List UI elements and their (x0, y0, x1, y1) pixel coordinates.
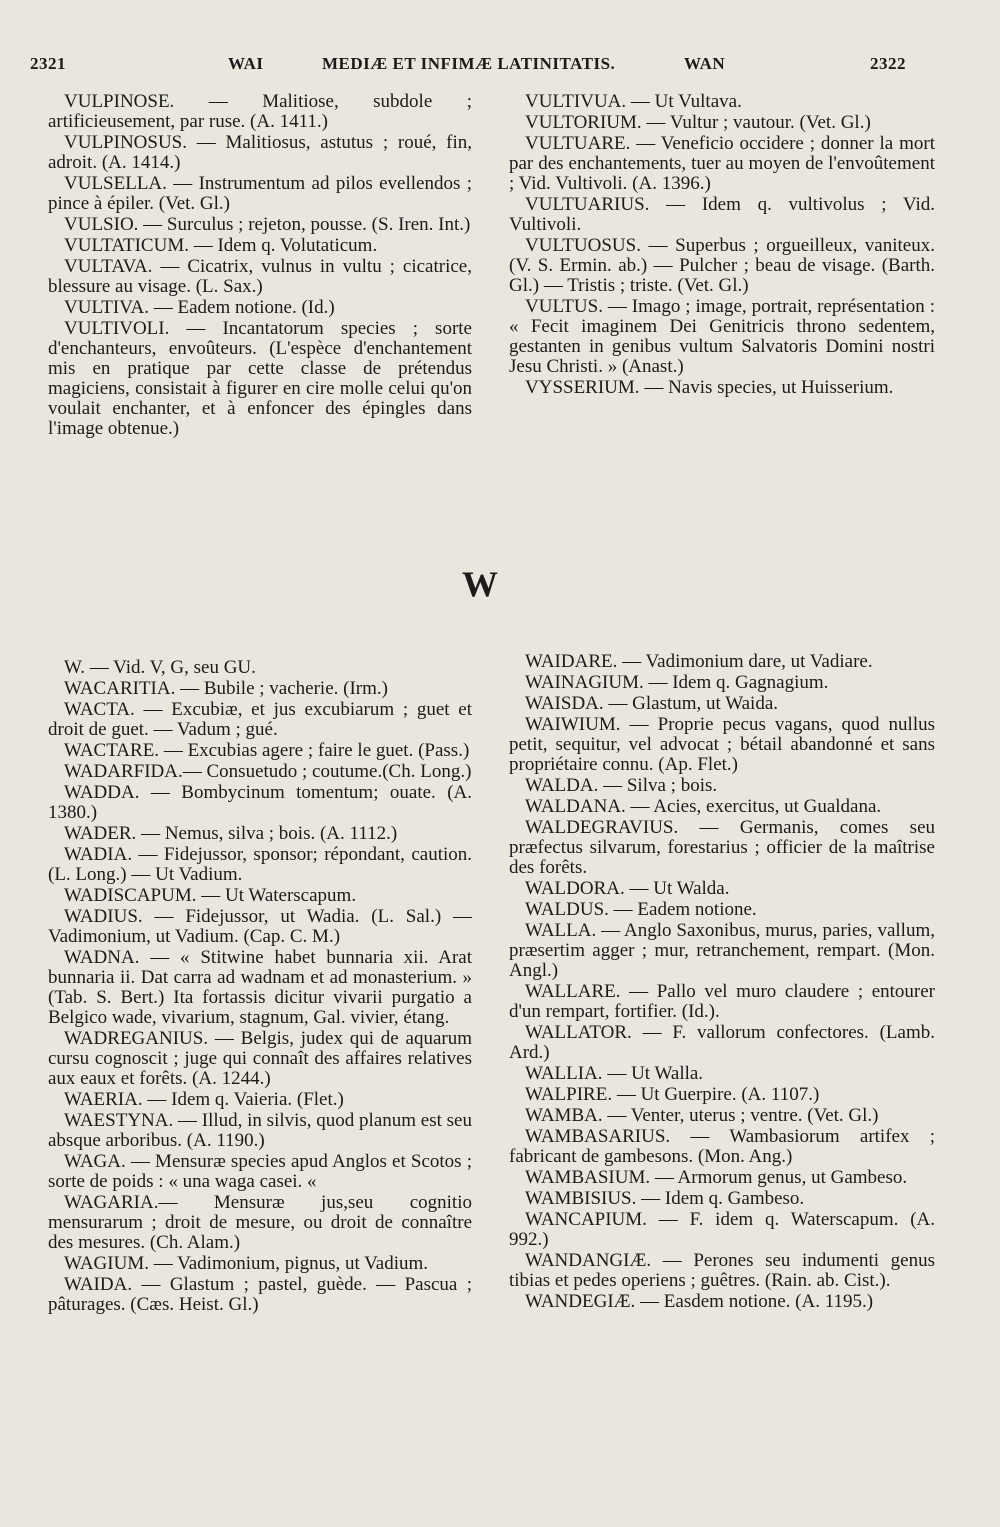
entry-definition: — Pallo vel muro claudere ; entourer d'un rempart, fortifier. (Id.). (509, 981, 935, 1022)
entry-definition: — Idem q. Vaieria. (Flet.) (142, 1089, 344, 1110)
dictionary-entry (48, 236, 472, 256)
dictionary-entry (509, 776, 935, 796)
entry-headword: WADISCAPUM. (64, 885, 197, 906)
entry-definition: — Vadimonium, pignus, ut Vadium. (148, 1253, 429, 1274)
dictionary-entry (509, 1292, 935, 1312)
dictionary-entry (48, 1111, 472, 1151)
dictionary-entry (48, 741, 472, 761)
entry-definition: — Incantatorum species ; sorte d'enchanteurs, envoûteurs. (L'espèce d'enchantement mis en pratique par cette classe de prétendus magiciens, consistait à figurer en cire molle celui qu'on voulait enchanter, et à enfoncer des épingles dans l'image obtenue.) (48, 318, 472, 439)
entry-definition: — Nemus, silva ; bois. (A. 1112.) (136, 823, 398, 844)
entry-headword: WADER. (64, 823, 137, 844)
entry-definition: — Veneficio occidere ; donner la mort par des enchantements, tuer au moyen de l'envoûtement ; Vid. Vultivoli. (A. 1396.) (509, 133, 935, 194)
entry-headword: WAMBA. (525, 1105, 603, 1126)
entry-headword: WAESTYNA. (64, 1110, 174, 1131)
entry-definition: — Vid. V, G, seu GU. (84, 657, 256, 678)
dictionary-entry (509, 900, 935, 920)
entry-headword: WACTA. (64, 699, 135, 720)
entry-headword: WADIUS. (64, 906, 143, 927)
dictionary-entry (48, 215, 472, 235)
entry-headword: VULTUARIUS. (525, 194, 650, 215)
dictionary-entry (48, 762, 472, 782)
entry-definition: — Consuetudo ; coutume.(Ch. Long.) (182, 761, 472, 782)
entry-definition: — Cicatrix, vulnus in vultu ; cicatrice, blessure au visage. (L. Sax.) (48, 256, 472, 297)
column-bottom-right (509, 652, 935, 1313)
entry-definition: — Belgis, judex qui de aquarum cursu cognoscit ; juge qui connaît des affaires relatives aux eaux et forêts. (A. 1244.) (48, 1028, 472, 1089)
entry-definition: — Mensuræ species apud Anglos et Scotos ; sorte de poids : « una waga casei. « (48, 1151, 472, 1192)
dictionary-entry (509, 1251, 935, 1291)
entry-headword: WAISDA. (525, 693, 604, 714)
entry-definition: — Surculus ; rejeton, pousse. (S. Iren. Int.) (138, 214, 471, 235)
dictionary-entry (48, 783, 472, 823)
dictionary-entry (509, 921, 935, 981)
entry-definition: — Perones seu indumenti genus tibias et pedes operiens ; guêtres. (Rain. ab. Cist.). (509, 1250, 935, 1291)
entry-definition: — Armorum genus, ut Gambeso. (650, 1167, 908, 1188)
entry-headword: WANCAPIUM. (525, 1209, 647, 1230)
entry-definition: — Glastum ; pastel, guède. — Pascua ; pâturages. (Cæs. Heist. Gl.) (48, 1274, 472, 1315)
entry-definition: — Bubile ; vacherie. (Irm.) (175, 678, 388, 699)
entry-definition: — Ut Walla. (602, 1063, 704, 1084)
dictionary-entry (509, 195, 935, 235)
entry-headword: VULPINOSUS. (64, 132, 187, 153)
entry-definition: — Idem q. Volutaticum. (188, 235, 378, 256)
entry-headword: WALDANA. (525, 796, 626, 817)
dictionary-entry (48, 948, 472, 1028)
entry-definition: — F. vallorum confectores. (Lamb. Ard.) (509, 1022, 935, 1063)
dictionary-entry (48, 319, 472, 439)
dictionary-entry (509, 715, 935, 775)
dictionary-entry (48, 679, 472, 699)
entry-headword: W. (64, 657, 85, 678)
entry-headword: VULTIVA. (64, 297, 149, 318)
entry-definition: — Silva ; bois. (598, 775, 718, 796)
entry-headword: WALDEGRAVIUS. (525, 817, 679, 838)
entry-definition: — Ut Vultava. (626, 91, 742, 112)
dictionary-entry (509, 113, 935, 133)
entry-headword: WAERIA. (64, 1089, 143, 1110)
entry-headword: WALLARE. (525, 981, 621, 1002)
entry-headword: VULSIO. (64, 214, 139, 235)
entry-headword: WADIA. (64, 844, 133, 865)
header-letters-left: WAI (228, 54, 264, 73)
entry-headword: VULTORIUM. (525, 112, 642, 133)
dictionary-entry (509, 1085, 935, 1105)
entry-headword: WAGIUM. (64, 1253, 149, 1274)
entry-headword: WAMBASIUM. (525, 1167, 651, 1188)
dictionary-entry (48, 174, 472, 214)
entry-headword: WAMBASARIUS. (525, 1126, 671, 1147)
entry-definition: — Vultur ; vautour. (Vet. Gl.) (641, 112, 871, 133)
dictionary-entry (48, 1029, 472, 1089)
header-letters-right: WAN (684, 54, 726, 73)
dictionary-entry (48, 298, 472, 318)
running-title: MEDIÆ ET INFIMÆ LATINITATIS. (322, 54, 616, 73)
page-number-right: 2322 (870, 54, 906, 73)
column-top-left (48, 92, 472, 440)
dictionary-entry (48, 257, 472, 297)
entry-definition: — Proprie pecus vagans, quod nullus petit, sequitur, vel advocat ; bétail abandonné et sans propriétaire connu. (Ap. Flet.) (509, 714, 935, 775)
entry-definition: — Bombycinum tomentum; ouate. (A. 1380.) (48, 782, 472, 823)
entry-headword: WAGARIA. (64, 1192, 159, 1213)
entry-headword: VULTUS. (525, 296, 603, 317)
entry-headword: VYSSERIUM. (525, 377, 640, 398)
entry-definition: — Anglo Saxonibus, murus, paries, vallum, præsertim agger ; mur, retranchement, rempart. (Mon. Angl.) (509, 920, 935, 981)
entry-headword: WAIDA. (64, 1274, 133, 1295)
entry-headword: WALLA. (525, 920, 597, 941)
entry-headword: WADDA. (64, 782, 140, 803)
dictionary-entry (509, 378, 935, 398)
entry-headword: VULTIVUA. (525, 91, 627, 112)
dictionary-entry (509, 297, 935, 377)
entry-definition: — Idem q. vultivolus ; Vid. Vultivoli. (509, 194, 935, 235)
entry-definition: — Germanis, comes seu præfectus silvarum, forestarius ; officier de la maîtrise des forêts. (509, 817, 935, 878)
entry-definition: — Navis species, ut Huisserium. (639, 377, 894, 398)
entry-headword: WAIWIUM. (525, 714, 621, 735)
entry-headword: WALPIRE. (525, 1084, 613, 1105)
entry-definition: — Illud, in silvis, quod planum est seu absque arboribus. (A. 1190.) (48, 1110, 472, 1151)
entry-definition: — Superbus ; orgueilleux, vaniteux. (V. S. Ermin. ab.) — Pulcher ; beau de visage. (Barth. Gl.) — Tristis ; triste. (Vet. Gl.) (509, 235, 935, 296)
entry-headword: VULSELLA. (64, 173, 167, 194)
dictionary-entry (509, 1210, 935, 1250)
column-bottom-left (48, 658, 472, 1316)
dictionary-entry (48, 1193, 472, 1253)
entry-definition: — Glastum, ut Waida. (603, 693, 779, 714)
entry-definition: — Ut Waterscapum. (196, 885, 357, 906)
entry-definition: — Ut Guerpire. (A. 1107.) (612, 1084, 820, 1105)
entry-headword: VULTATICUM. (64, 235, 189, 256)
dictionary-entry (509, 818, 935, 878)
dictionary-entry (48, 700, 472, 740)
dictionary-entry (48, 1152, 472, 1192)
entry-headword: WADARFIDA. (64, 761, 183, 782)
entry-headword: WADREGANIUS. (64, 1028, 209, 1049)
dictionary-entry (509, 134, 935, 194)
dictionary-entry (509, 92, 935, 112)
dictionary-entry (509, 673, 935, 693)
entry-headword: WALDA. (525, 775, 599, 796)
dictionary-entry (509, 236, 935, 296)
entry-definition: — Acies, exercitus, ut Gualdana. (625, 796, 882, 817)
entry-headword: VULTAVA. (64, 256, 153, 277)
entry-definition: — Venter, uterus ; ventre. (Vet. Gl.) (602, 1105, 879, 1126)
entry-definition: — Fidejussor, sponsor; répondant, caution. (L. Long.) — Ut Vadium. (48, 844, 472, 885)
dictionary-entry (509, 879, 935, 899)
dictionary-entry (48, 1254, 472, 1274)
dictionary-entry (509, 1106, 935, 1126)
entry-definition: — Eadem notione. (Id.) (148, 297, 335, 318)
entry-definition: — Easdem notione. (A. 1195.) (635, 1291, 874, 1312)
entry-headword: WAINAGIUM. (525, 672, 644, 693)
entry-headword: WACARITIA. (64, 678, 176, 699)
dictionary-entry (48, 133, 472, 173)
entry-definition: — Malitiose, subdole ; artificieusement, par ruse. (A. 1411.) (48, 91, 472, 132)
entry-headword: VULTUOSUS. (525, 235, 641, 256)
dictionary-entry (48, 1275, 472, 1315)
entry-definition: — Vadimonium dare, ut Vadiare. (617, 651, 873, 672)
entry-headword: WAIDARE. (525, 651, 618, 672)
dictionary-entry (509, 982, 935, 1022)
entry-definition: — Excubiæ, et jus excubiarum ; guet et droit de guet. — Vadum ; gué. (48, 699, 472, 740)
dictionary-entry (48, 92, 472, 132)
dictionary-entry (509, 1189, 935, 1209)
entry-headword: WANDEGIÆ. (525, 1291, 636, 1312)
entry-headword: WAMBISIUS. (525, 1188, 637, 1209)
page-number-left: 2321 (30, 54, 66, 73)
entry-headword: WALDUS. (525, 899, 609, 920)
column-top-right (509, 92, 935, 399)
entry-headword: WAGA. (64, 1151, 126, 1172)
entry-definition: — Imago ; image, portrait, représentation : « Fecit imaginem Dei Genitricis throno sedentem, gestanten in genibus vultum Salvatoris Domini nostri Jesu Christi. » (Anast.) (509, 296, 935, 377)
dictionary-entry (48, 658, 472, 678)
entry-headword: WACTARE. (64, 740, 160, 761)
entry-headword: VULTUARE. (525, 133, 631, 154)
dictionary-entry (48, 907, 472, 947)
section-letter-heading: W (462, 564, 498, 604)
entry-definition: — Malitiosus, astutus ; roué, fin, adroit. (A. 1414.) (48, 132, 472, 173)
entry-headword: VULTIVOLI. (64, 318, 170, 339)
entry-definition: — Idem q. Gambeso. (636, 1188, 805, 1209)
entry-definition: — F. idem q. Waterscapum. (A. 992.) (509, 1209, 935, 1250)
entry-headword: WADNA. (64, 947, 140, 968)
dictionary-entry (48, 845, 472, 885)
entry-definition: — « Stitwine habet bunnaria xii. Arat bunnaria ii. Dat carra ad wadnam et ad monasterium. » (Tab. S. Bert.) Ita fortassis dicitur vivarii purgatio a Belgico wade, vivarium, stagnum, Gal. vivier, étang. (48, 947, 472, 1028)
entry-headword: WANDANGIÆ. (525, 1250, 652, 1271)
entry-headword: WALLATOR. (525, 1022, 632, 1043)
dictionary-entry (48, 886, 472, 906)
dictionary-entry (509, 797, 935, 817)
entry-definition: — Mensuræ jus,seu cognitio mensurarum ; droit de mesure, ou droit de connaître des mesures. (Ch. Alam.) (48, 1192, 472, 1253)
dictionary-entry (509, 1064, 935, 1084)
dictionary-entry (509, 1023, 935, 1063)
dictionary-entry (48, 1090, 472, 1110)
entry-definition: — Excubias agere ; faire le guet. (Pass.) (159, 740, 470, 761)
entry-definition: — Ut Walda. (624, 878, 730, 899)
entry-definition: — Instrumentum ad pilos evellendos ; pince à épiler. (Vet. Gl.) (48, 173, 472, 214)
entry-definition: — Wambasiorum artifex ; fabricant de gambesons. (Mon. Ang.) (509, 1126, 935, 1167)
dictionary-entry (48, 824, 472, 844)
entry-definition: — Idem q. Gagnagium. (643, 672, 829, 693)
dictionary-entry (509, 652, 935, 672)
dictionary-entry (509, 694, 935, 714)
entry-definition: — Eadem notione. (608, 899, 757, 920)
entry-definition: — Fidejussor, ut Wadia. (L. Sal.) — Vadimonium, ut Vadium. (Cap. C. M.) (48, 906, 472, 947)
entry-headword: WALDORA. (525, 878, 625, 899)
dictionary-entry (509, 1168, 935, 1188)
dictionary-entry (509, 1127, 935, 1167)
entry-headword: VULPINOSE. (64, 91, 175, 112)
entry-headword: WALLIA. (525, 1063, 603, 1084)
